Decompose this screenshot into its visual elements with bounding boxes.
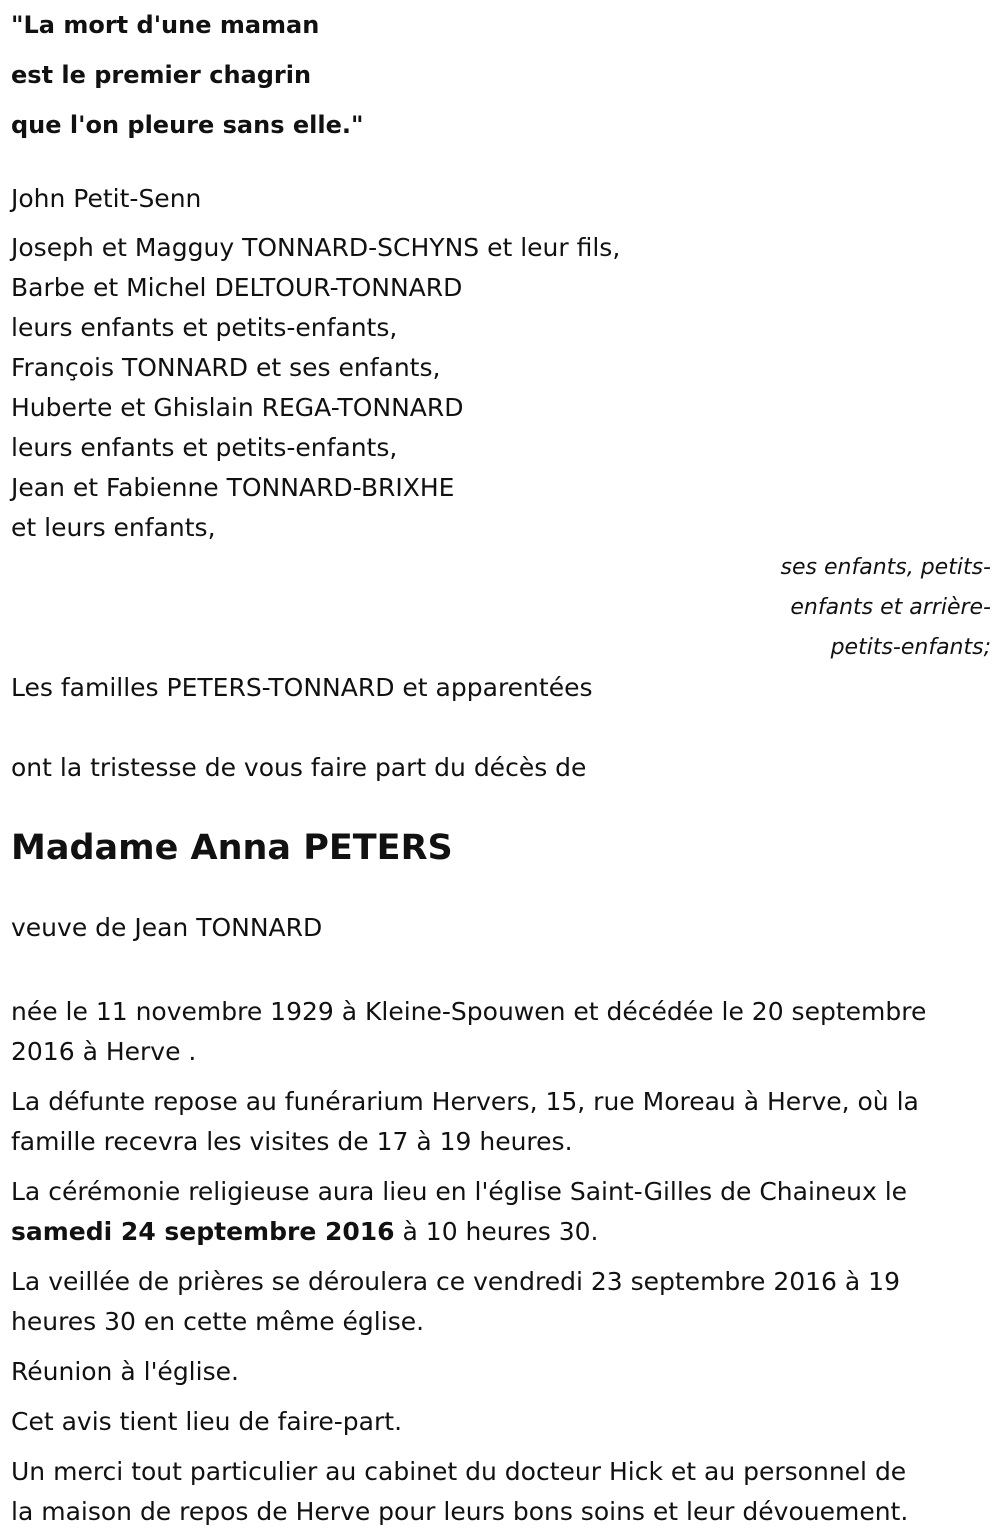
family-member: Barbe et Michel DELTOUR-TONNARD bbox=[11, 273, 463, 302]
quote-author: John Petit-Senn bbox=[11, 184, 202, 213]
paragraph-line: 2016 à Herve . bbox=[11, 1037, 197, 1066]
other-families: Les familles PETERS-TONNARD et apparentées bbox=[11, 673, 593, 702]
paragraph-line: La veillée de prières se déroulera ce vendredi 23 septembre 2016 à 19 bbox=[11, 1267, 900, 1296]
paragraph-line bbox=[11, 1212, 991, 1252]
ceremony-paragraph bbox=[11, 1172, 991, 1252]
paragraph-line: La défunte repose au funérarium Hervers, 15, rue Moreau à Herve, où la bbox=[11, 1087, 919, 1116]
family-member: Huberte et Ghislain REGA-TONNARD bbox=[11, 393, 464, 422]
quote-line: est le premier chagrin bbox=[11, 61, 312, 89]
quote bbox=[11, 0, 991, 150]
funeral-home-paragraph bbox=[11, 1082, 991, 1162]
quote-line: que l'on pleure sans elle." bbox=[11, 111, 364, 139]
ceremony-time: à 10 heures 30. bbox=[394, 1217, 599, 1246]
paragraph-line: née le 11 novembre 1929 à Kleine-Spouwen et décédée le 20 septembre bbox=[11, 997, 927, 1026]
deceased-name: Madame Anna PETERS bbox=[11, 828, 453, 868]
thanks-paragraph bbox=[11, 1452, 991, 1532]
announcement: ont la tristesse de vous faire part du décès de bbox=[11, 753, 587, 782]
ceremony-date: samedi 24 septembre 2016 bbox=[11, 1217, 395, 1246]
paragraph-line: la maison de repos de Herve pour leurs bons soins et leur dévouement. bbox=[11, 1497, 909, 1526]
paragraph-line: La cérémonie religieuse aura lieu en l'église Saint-Gilles de Chaineux le bbox=[11, 1177, 908, 1206]
paragraph-line: Un merci tout particulier au cabinet du docteur Hick et au personnel de bbox=[11, 1457, 907, 1486]
birth-death-paragraph bbox=[11, 992, 991, 1072]
family-member: Joseph et Magguy TONNARD-SCHYNS et leur fils, bbox=[11, 233, 621, 262]
relation-line: ses enfants, petits- bbox=[780, 555, 991, 580]
relation-note bbox=[11, 548, 991, 668]
relation-line: petits-enfants; bbox=[830, 635, 991, 660]
family-member: Jean et Fabienne TONNARD-BRIXHE bbox=[11, 473, 455, 502]
meeting-paragraph: Réunion à l'église. bbox=[11, 1357, 239, 1386]
family-member: leurs enfants et petits-enfants, bbox=[11, 433, 398, 462]
family-member: et leurs enfants, bbox=[11, 513, 216, 542]
obituary-notice bbox=[11, 0, 991, 1532]
family-member: François TONNARD et ses enfants, bbox=[11, 353, 441, 382]
paragraph-line: famille recevra les visites de 17 à 19 heures. bbox=[11, 1127, 573, 1156]
notice-paragraph: Cet avis tient lieu de faire-part. bbox=[11, 1407, 403, 1436]
vigil-paragraph bbox=[11, 1262, 991, 1342]
widow-of: veuve de Jean TONNARD bbox=[11, 913, 323, 942]
quote-line: "La mort d'une maman bbox=[11, 11, 320, 39]
paragraph-line: heures 30 en cette même église. bbox=[11, 1307, 425, 1336]
relation-line: enfants et arrière- bbox=[790, 595, 991, 620]
family-list bbox=[11, 228, 991, 548]
family-member: leurs enfants et petits-enfants, bbox=[11, 313, 398, 342]
